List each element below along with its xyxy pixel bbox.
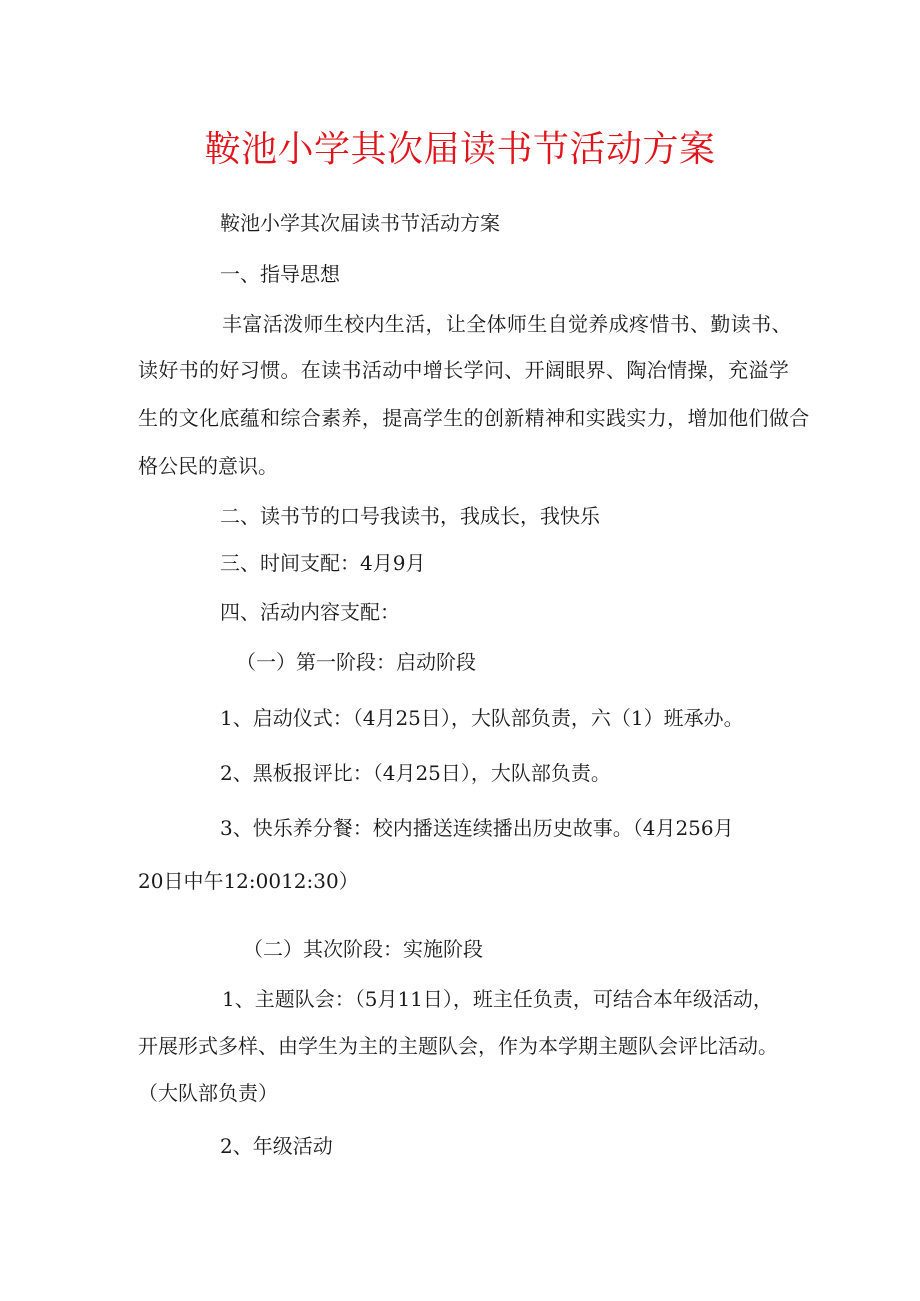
document-subtitle: 鞍池小学其次届读书节活动方案 <box>220 211 500 235</box>
list-item-continuation: 20日中午12:0012:30） <box>138 869 359 893</box>
list-item: 2、年级活动 <box>220 1134 333 1158</box>
paragraph-line: 格公民的意识。 <box>138 454 278 478</box>
section-heading-guiding-thought: 一、指导思想 <box>220 262 340 286</box>
list-item: 3、快乐养分餐：校内播送连续播出历史故事。（4月256月 <box>220 816 734 840</box>
list-item: 1、主题队会：（5月11日），班主任负责，可结合本年级活动， <box>222 987 773 1011</box>
paragraph-line: 丰富活泼师生校内生活，让全体师生自觉养成疼惜书、勤读书、 <box>222 312 792 336</box>
section-heading-activities: 四、活动内容支配： <box>220 600 400 624</box>
list-item-continuation: 开展形式多样、由学生为主的主题队会，作为本学期主题队会评比活动。 <box>138 1034 778 1058</box>
section-slogan: 二、读书节的口号我读书，我成长，我快乐 <box>220 504 600 528</box>
list-item-continuation: （大队部负责） <box>138 1081 278 1105</box>
list-item: 2、黑板报评比：（4月25日），大队部负责。 <box>220 761 611 785</box>
paragraph-line: 读好书的好习惯。在读书活动中增长学问、开阔眼界、陶冶情操，充溢学 <box>138 358 790 382</box>
section-schedule: 三、时间支配：4月9月 <box>220 551 426 575</box>
stage-heading-second: （二）其次阶段：实施阶段 <box>243 937 483 961</box>
document-title: 鞍池小学其次届读书节活动方案 <box>204 129 716 170</box>
paragraph-line: 生的文化底蕴和综合素养，提高学生的创新精神和实践实力，增加他们做合 <box>138 406 810 430</box>
stage-heading-first: （一）第一阶段：启动阶段 <box>236 650 476 674</box>
list-item: 1、启动仪式：（4月25日），大队部负责，六（1）班承办。 <box>220 706 744 730</box>
